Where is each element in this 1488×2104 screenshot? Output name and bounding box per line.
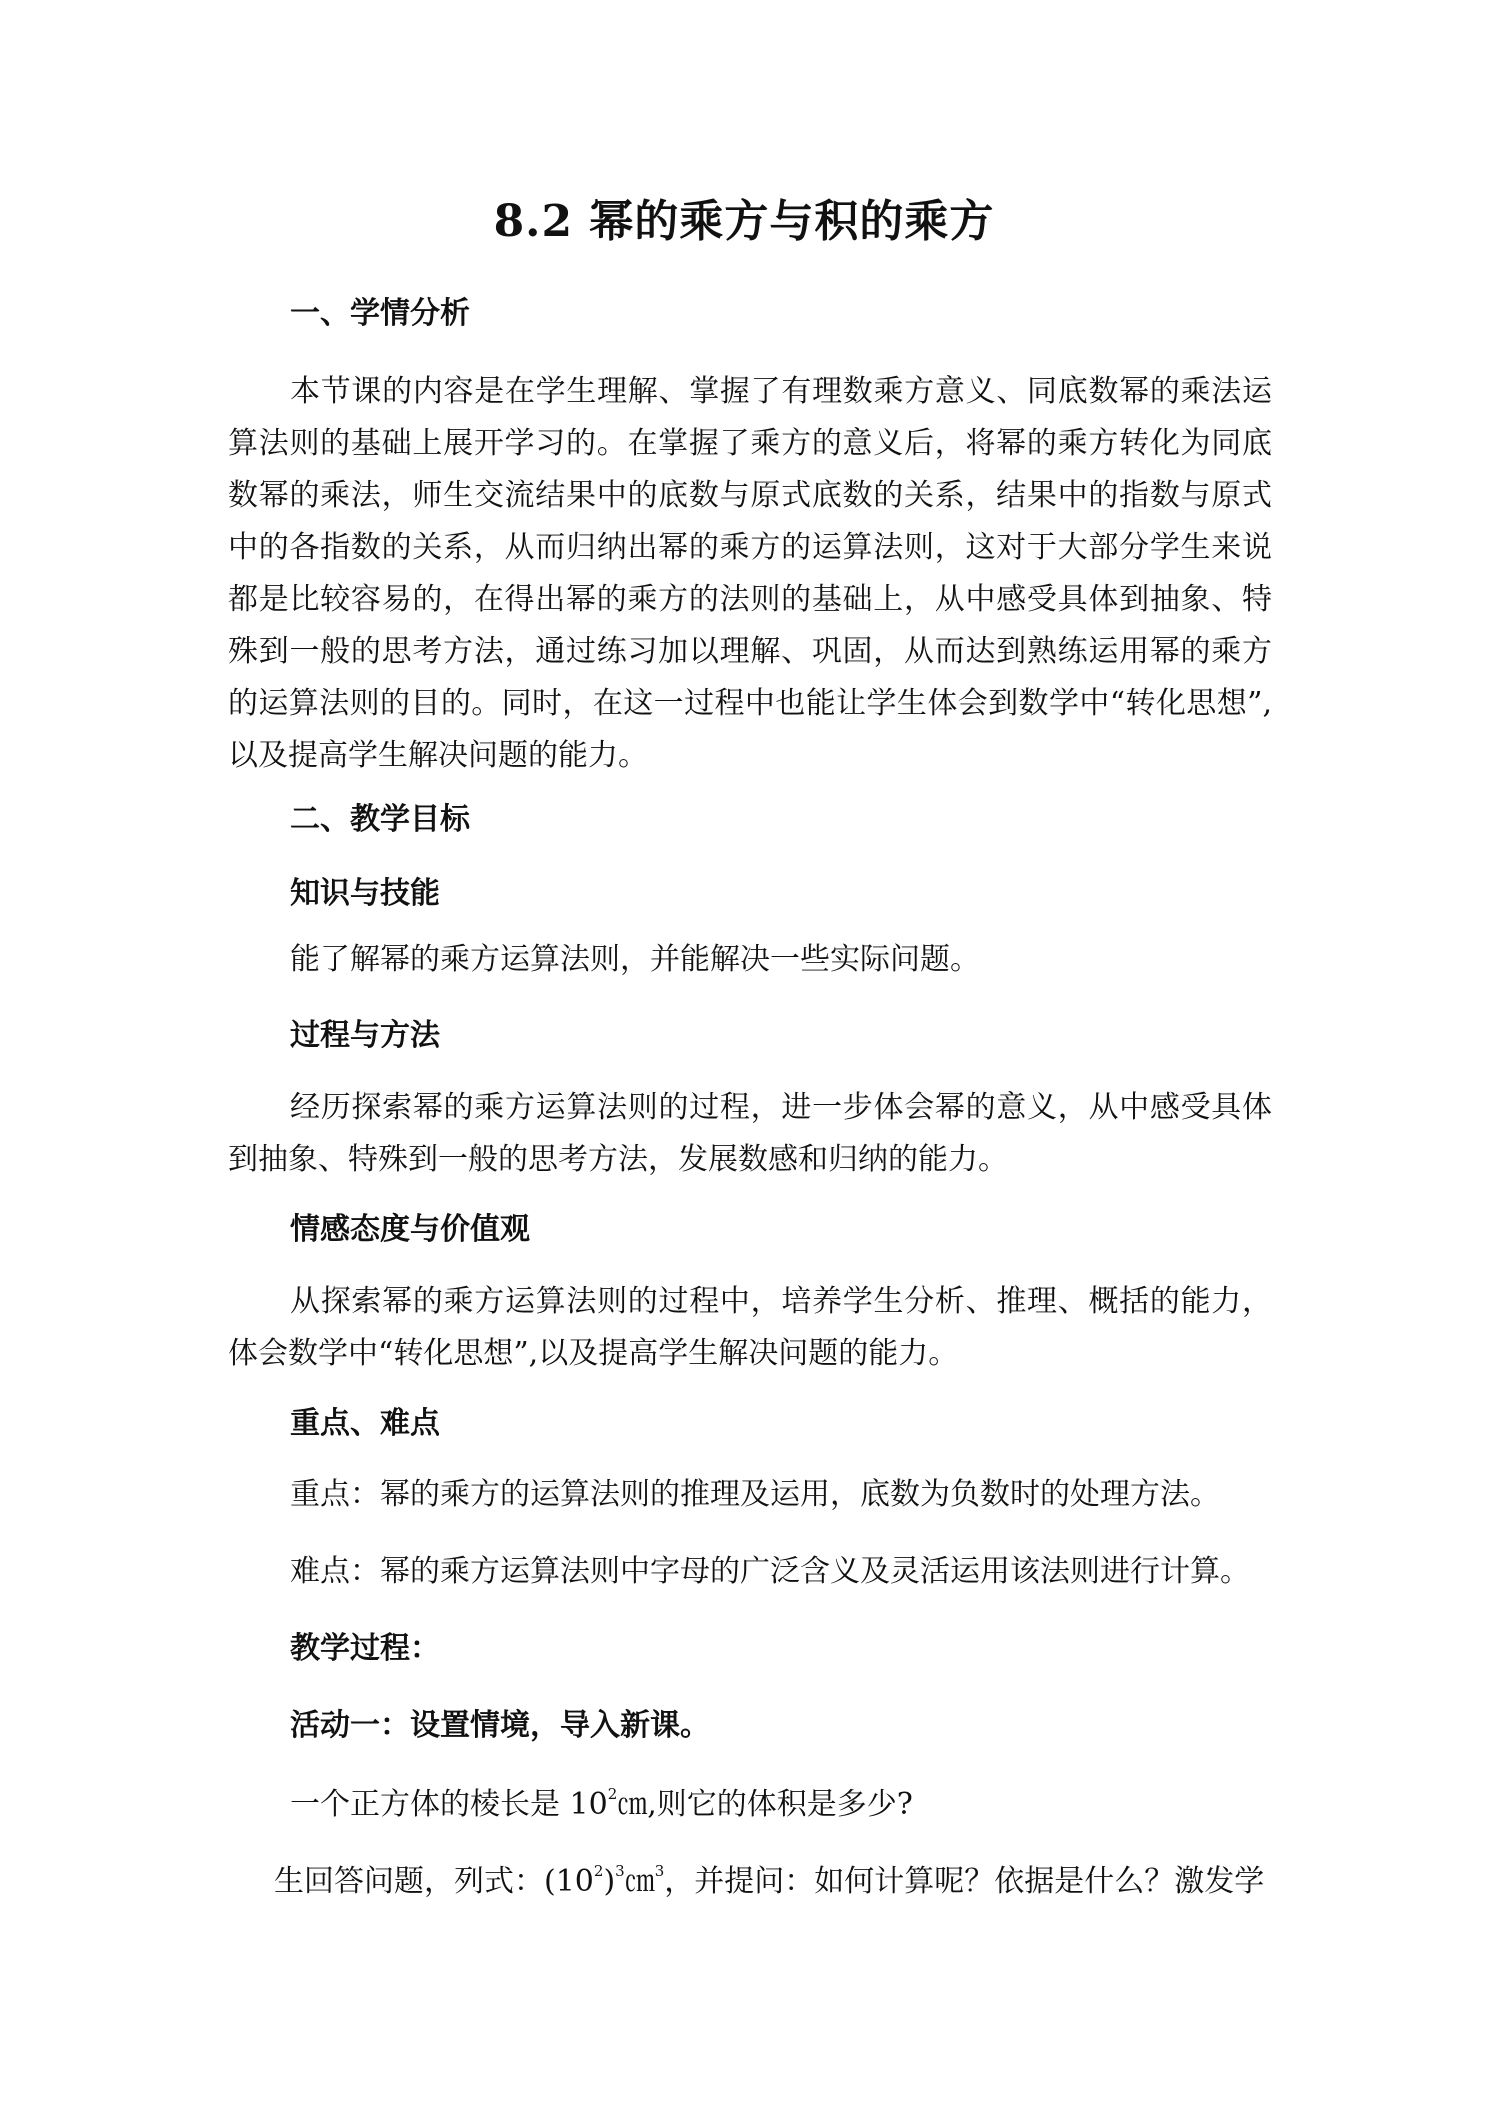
- answer-unit: ㎝: [624, 1864, 655, 1899]
- knowledge-skills-text: 能了解幂的乘方运算法则，并能解决一些实际问题。: [290, 942, 980, 977]
- activity-one-heading: 活动一：设置情境，导入新课。: [290, 1708, 710, 1743]
- answer-outer-exponent: 3: [615, 1862, 625, 1880]
- section-heading-learning-analysis: 一、学情分析: [290, 296, 470, 331]
- subheading-knowledge-skills: 知识与技能: [290, 876, 440, 911]
- subheading-emotion-values: 情感态度与价值观: [290, 1212, 530, 1247]
- section-heading-teaching-goals: 二、教学目标: [290, 802, 470, 837]
- question-text-after: ㎝,则它的体积是多少?: [617, 1787, 913, 1822]
- process-method-paragraph: 经历探索幂的乘方运算法则的过程，进一步体会幂的意义，从中感受具体到抽象、特殊到一般的思考方法，发展数感和归纳的能力。: [228, 1090, 1272, 1177]
- answer-text-after: ，并提问：如何计算呢？依据是什么？激发学: [664, 1864, 1265, 1899]
- page-title: 8.2 幂的乘方与积的乘方: [493, 196, 995, 247]
- answer-inner-exponent: 2: [593, 1862, 604, 1880]
- question-text-before: 一个正方体的棱长是 10: [290, 1787, 608, 1822]
- answer-text-before: 生回答问题，列式：(10: [274, 1864, 594, 1899]
- difficult-point-text: 难点：幂的乘方运算法则中字母的广泛含义及灵活运用该法则进行计算。: [290, 1554, 1250, 1589]
- answer-close-paren: ): [603, 1864, 616, 1899]
- activity-one-answer: [274, 1862, 1264, 1902]
- subheading-process-method: 过程与方法: [290, 1018, 440, 1053]
- answer-unit-exponent: 3: [654, 1862, 665, 1880]
- learning-analysis-paragraph: 本节课的内容是在学生理解、掌握了有理数乘方意义、同底数幂的乘法运算法则的基础上展开学习的。在掌握了乘方的意义后，将幂的乘方转化为同底数幂的乘法，师生交流结果中的底数与原式底数的关系，结果中的指数与原式中的各指数的关系，从而归纳出幂的乘方的运算法则，这对于大部分学生来说都是比较容易的，在得出幂的乘方的法则的基础上，从中感受具体到抽象、特殊到一般的思考方法，通过练习加以理解、巩固，从而达到熟练运用幂的乘方的运算法则的目的。同时，在这一过程中也能让学生体会到数学中“转化思想”,以及提高学生解决问题的能力。: [228, 374, 1272, 773]
- teaching-process-heading: 教学过程：: [290, 1631, 440, 1666]
- activity-one-question: [290, 1785, 913, 1825]
- key-point-text: 重点：幂的乘方的运算法则的推理及运用，底数为负数时的处理方法。: [290, 1477, 1220, 1512]
- question-exponent: 2: [607, 1785, 618, 1803]
- emotion-values-paragraph: 从探索幂的乘方运算法则的过程中，培养学生分析、推理、概括的能力，体会数学中“转化思想”,以及提高学生解决问题的能力。: [228, 1284, 1272, 1371]
- subheading-key-difficult: 重点、难点: [290, 1406, 440, 1441]
